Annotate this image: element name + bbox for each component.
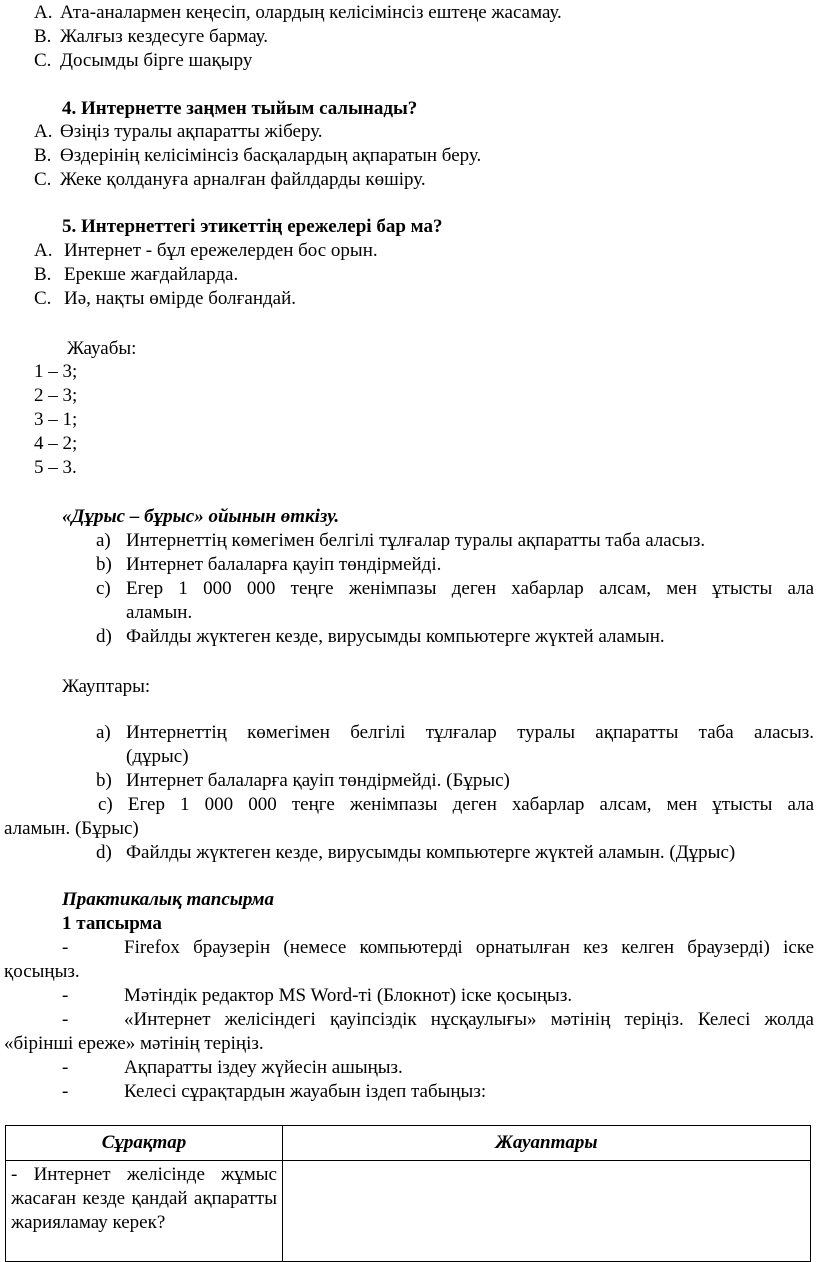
practice-bullet: [62, 936, 814, 960]
reply-c: [96, 793, 814, 817]
q4-option-c: [34, 168, 426, 192]
reply-b: [96, 769, 510, 793]
answer-item: 4 – 2;: [34, 433, 78, 454]
item-marker: b): [96, 554, 112, 575]
option-text: Жалғыз кездесуге бармау.: [60, 26, 269, 47]
option-marker: C.: [34, 288, 52, 309]
column-header-answers: Жауаптары: [283, 1126, 811, 1161]
option-text: Өзіңіз туралы ақпаратты жіберу.: [60, 121, 323, 142]
column-header-questions: Сұрақтар: [6, 1126, 283, 1161]
game-item-a: [96, 529, 705, 553]
reply-c-cont: аламын. (Бұрыс): [4, 818, 139, 839]
option-text: Жеке қолдануға арналған файлдарды көшіру.: [60, 169, 426, 190]
item-text: Файлды жүктеген кезде, вирусымды компьютерге жүктей аламын.: [126, 626, 665, 647]
table-row: [6, 1161, 811, 1262]
option-marker: A.: [34, 2, 53, 23]
option-text: Досымды бірге шақыру: [60, 50, 253, 71]
game-item-d: [96, 625, 665, 649]
option-marker: B.: [34, 26, 52, 47]
q4-title: 4. Интернетте заңмен тыйым салынады?: [62, 98, 418, 119]
item-marker: a): [96, 722, 111, 743]
bullet-text: Firefox браузерін (немесе компьютерді орнатылған кез келген браузерді) іске: [124, 937, 814, 958]
questions-table: [5, 1125, 811, 1262]
bullet-marker: -: [62, 1081, 69, 1102]
item-marker: b): [96, 770, 112, 791]
item-marker: c): [96, 578, 111, 599]
item-text: Интернет балаларға қауіп төндірмейді. (Бұрыс): [126, 770, 510, 791]
bullet-marker: -: [62, 1009, 69, 1030]
item-text: Интернет балаларға қауіп төндірмейді.: [126, 554, 442, 575]
item-text: Интернеттің көмегімен белгілі тұлғалар туралы ақпаратты таба аласыз.: [126, 722, 814, 743]
option-text: Интернет - бұл ережелерден бос орын.: [64, 240, 378, 261]
item-marker: d): [96, 626, 112, 647]
reply-a: [96, 721, 814, 745]
answer-item: 3 – 1;: [34, 409, 78, 430]
option-marker: A.: [34, 240, 53, 261]
practice-bullet: [62, 984, 572, 1008]
practice-bullet: [62, 1008, 814, 1032]
answers-label: Жауабы:: [67, 338, 137, 359]
game-title: «Дұрыс – бұрыс» ойынын өткізу.: [62, 506, 340, 527]
item-marker: c): [98, 794, 113, 815]
q5-title: 5. Интернеттегі этикеттің ережелері бар ма?: [62, 216, 443, 237]
item-text: Егер 1 000 000 теңге женімпазы деген хабарлар алсам, мен ұтысты ала: [126, 578, 814, 599]
option-marker: C.: [34, 169, 52, 190]
item-text: Интернеттің көмегімен белгілі тұлғалар туралы ақпаратты таба аласыз.: [126, 530, 706, 551]
option-text: Өздерінің келісімінсіз басқалардың ақпаратын беру.: [60, 145, 482, 166]
practice-bullet-cont: «бірінші ереже» мәтінің теріңіз.: [4, 1033, 264, 1054]
table-header-row: [6, 1126, 811, 1161]
option-marker: C.: [34, 50, 52, 71]
q3-option-b: [34, 25, 268, 49]
bullet-marker: -: [62, 937, 69, 958]
item-marker: a): [96, 530, 111, 551]
reply-a-cont: (дұрыс): [126, 746, 189, 767]
reply-d: [96, 841, 735, 865]
item-text: Файлды жүктеген кезде, вирусымды компьютерге жүктей аламын. (Дұрыс): [126, 842, 736, 863]
practice-title: Практикалық тапсырма: [62, 889, 275, 910]
task-title: 1 тапсырма: [62, 913, 162, 934]
answer-item: 5 – 3.: [34, 457, 77, 478]
q4-option-a: [34, 120, 323, 144]
q4-option-b: [34, 144, 481, 168]
q5-option-c: [34, 287, 296, 311]
item-text: Егер 1 000 000 теңге женімпазы деген хабарлар алсам, мен ұтысты ала: [127, 794, 815, 815]
option-text: Иә, нақты өмірде болғандай.: [64, 288, 297, 309]
item-marker: d): [96, 842, 112, 863]
answer-item: 1 – 3;: [34, 361, 78, 382]
table-cell-answer: [283, 1161, 811, 1262]
answer-item: 2 – 3;: [34, 385, 78, 406]
practice-bullet: [62, 1056, 403, 1080]
game-item-c: [96, 577, 814, 601]
table-cell-question: - Интернет желісінде жұмыс жасаған кезде қандай ақпаратты жарияламау керек?: [6, 1161, 283, 1262]
bullet-text: Келесі сұрақтардын жауабын іздеп табыңыз:: [124, 1081, 487, 1102]
option-marker: B.: [34, 264, 52, 285]
option-text: Ерекше жағдайларда.: [64, 264, 239, 285]
option-text: Ата-аналармен кеңесіп, олардың келісімінсіз ештеңе жасамау.: [60, 2, 562, 23]
replies-label: Жауптары:: [62, 676, 151, 697]
practice-bullet-cont: қосыңыз.: [4, 961, 80, 982]
option-marker: A.: [34, 121, 53, 142]
q3-option-c: [34, 49, 252, 73]
bullet-marker: -: [62, 985, 69, 1006]
bullet-marker: -: [62, 1057, 69, 1078]
game-item-b: [96, 553, 441, 577]
game-item-c-cont: аламын.: [126, 602, 193, 623]
option-marker: B.: [34, 145, 52, 166]
bullet-text: Ақпаратты іздеу жүйесін ашыңыз.: [124, 1057, 403, 1078]
q5-option-a: [34, 239, 378, 263]
q3-option-a: [34, 1, 562, 25]
bullet-text: Мәтіндік редактор MS Word-ті (Блокнот) іске қосыңыз.: [124, 985, 573, 1006]
q5-option-b: [34, 263, 238, 287]
practice-bullet: [62, 1080, 486, 1104]
bullet-text: «Интернет желісіндегі қауіпсіздік нұсқаулығы» мәтінің теріңіз. Келесі жолда: [124, 1009, 814, 1030]
